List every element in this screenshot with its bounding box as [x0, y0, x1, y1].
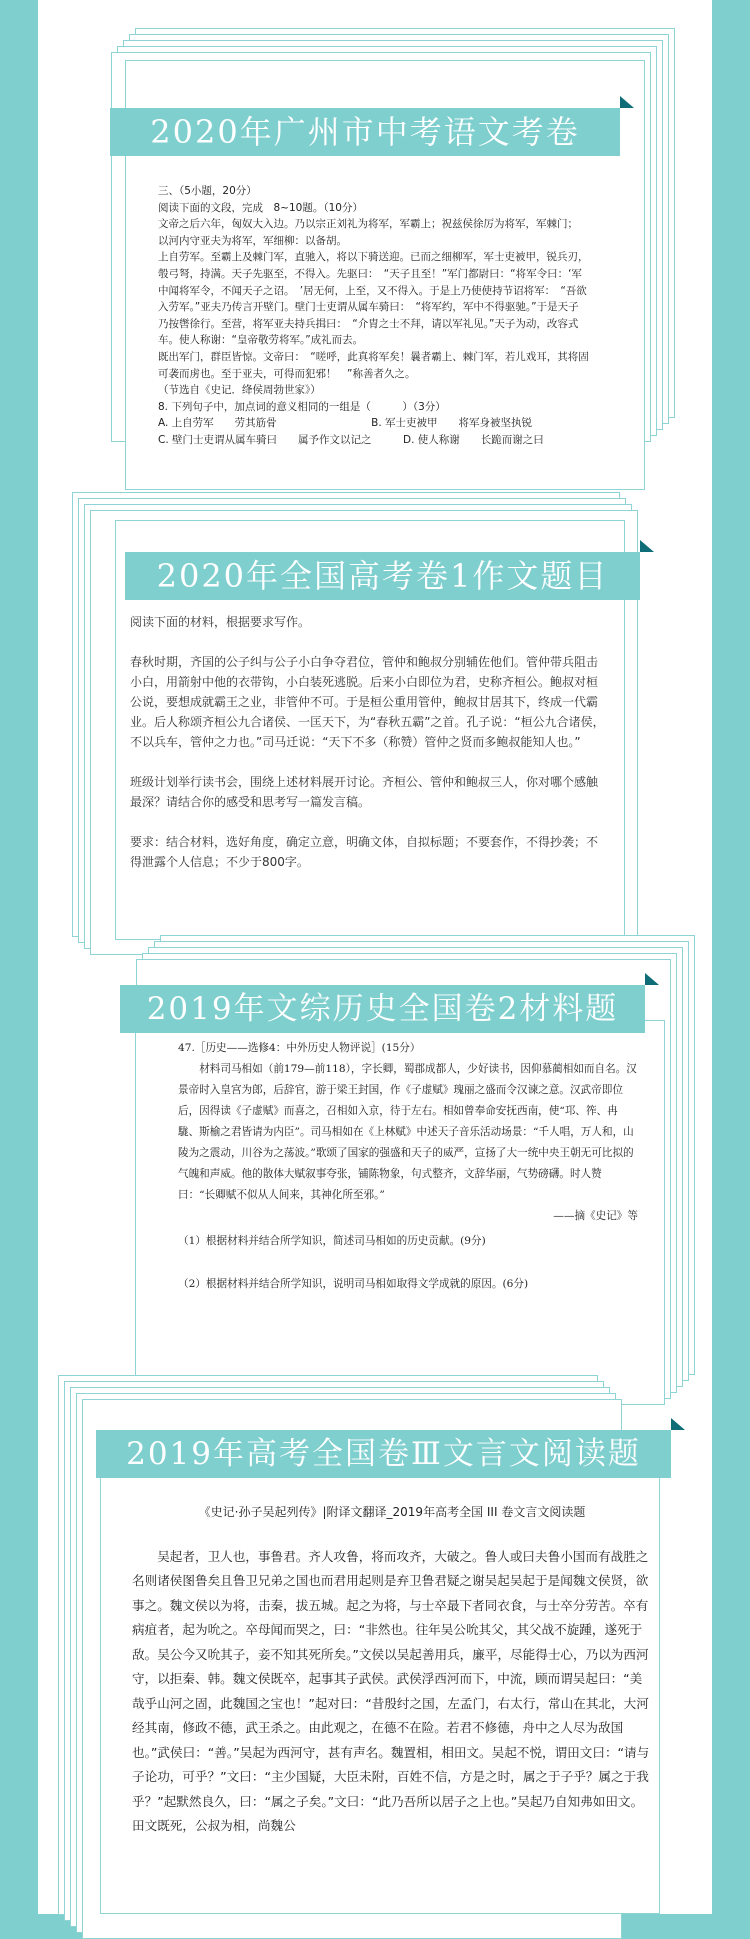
section-3-title	[120, 985, 645, 1033]
section-2-title-text: 2020年全国高考卷1作文题目	[156, 557, 609, 595]
section-2-text	[130, 612, 605, 872]
line: 车。使人称谢：“皇帝敬劳将军。”成礼而去。	[158, 334, 364, 347]
line: 8. 下列句子中，加点词的意义相同的一组是（ ）（3分）	[158, 400, 446, 413]
line: 入劳军。”亚夫乃传言开壁门。壁门士吏谓从属车骑曰： “将军约，军中不得驱驰。”于是天子	[158, 301, 579, 314]
line: 上自劳军。至霸上及棘门军，直驰入，将以下骑送迎。已而之细柳军，军士吏被甲，锐兵刃，	[158, 251, 589, 264]
line: 中闻将军令，不闻天子之诏。 ’居无何，上至，又不得入。于是上乃使使持节诏将军： “吾欲	[158, 284, 587, 297]
line: 可袭而虏也。至于亚夫，可得而犯邪！ ”称善者久之。	[158, 367, 416, 380]
paragraph: 春秋时期，齐国的公子纠与公子小白争夺君位，管仲和鲍叔分别辅佐他们。管仲带兵阻击小白，用箭射中他的衣带钩，小白装死逃脱。后来小白即位为君，史称齐桓公。鲍叔对桓公说，要想成就霸王之业，非管仲不可。于是桓公重用管仲，鲍叔甘居其下，终成一代霸业。后人称颂齐桓公九合诸侯、一匡天下，为“春秋五霸”之首。孔子说：“桓公九合诸侯，不以兵车，管仲之力也。”司马迁说：“天下不多（称赞）管仲之贤而多鲍叔能知人也。”	[130, 655, 605, 749]
paragraph: 班级计划举行读书会，围绕上述材料展开讨论。齐桓公、管仲和鲍叔三人，你对哪个感触最深？请结合你的感受和思考写一篇发言稿。	[130, 775, 599, 809]
article-body: 吴起者，卫人也，事鲁君。齐人攻鲁，将而攻齐，大破之。鲁人或曰夫鲁小国而有战胜之名则诸侯图鲁矣且鲁卫兄弟之国也而君用起则是弃卫鲁君疑之谢吴起吴起于是闻魏文侯贤，欲事之。魏文侯以为将，击秦，拔五城。起之为将，与士卒最下者同衣食，与士卒分劳苦。卒有病疽者，起为吮之。卒母闻而哭之，曰：“非然也。往年吴公吮其父，其父战不旋踵，遂死于敌。吴公今又吮其子，妾不知其死所矣。”文侯以吴起善用兵，廉平，尽能得士心，乃以为西河守，以拒秦、韩。魏文侯既卒，起事其子武侯。武侯浮西河而下，中流，顾而谓吴起曰：“美哉乎山河之固，此魏国之宝也！”起对曰：“昔殷纣之国，左孟门，右太行，常山在其北，大河经其南，修政不德，武王杀之。由此观之，在德不在险。若君不修德，舟中之人尽为敌国也。”武侯曰：“善。”吴起为西河守，甚有声名。魏置相，相田文。吴起不悦，谓田文曰：“请与子论功，可乎？”文曰：“主少国疑，大臣未附，百姓不信，方是之时，属之于子乎？属之于我乎？”起默然良久，曰：“属之子矣。”文曰：“此乃吾所以居子之上也。”吴起乃自知弗如田文。田文既死，公叔为相，尚魏公	[132, 1548, 650, 1833]
paragraph: 要求：结合材料，选好角度，确定立意，明确文体，自拟标题；不要套作，不得抄袭；不得泄露个人信息；不少于800字。	[130, 835, 599, 869]
line: 既出军门，群臣皆惊。文帝曰： “嗟呼，此真将军矣！曩者霸上、棘门军，若儿戏耳，其将固	[158, 350, 589, 363]
paragraph: 阅读下面的材料，根据要求写作。	[130, 615, 311, 629]
section-4-title-text: 2019年高考全国卷Ⅲ文言文阅读题	[126, 1436, 641, 1472]
line: 阅读下面的文段，完成 8~10题。（10分）	[158, 201, 363, 214]
article-heading: 《史记·孙子吴起列传》|附译文翻译_2019年高考全国 III 卷文言文阅读题	[198, 1505, 586, 1519]
sub-question-2: （2）根据材料并结合所学知识，说明司马相如取得文学成就的原因。(6分)	[178, 1278, 529, 1290]
line: （节选自《史记．绛侯周勃世家》）	[158, 384, 321, 397]
question-heading: 47.［历史——选修4：中外历史人物评说］(15分）	[178, 1042, 421, 1054]
section-3-title-text: 2019年文综历史全国卷2材料题	[146, 991, 619, 1027]
section-1-title	[110, 108, 620, 156]
section-4-title	[96, 1430, 671, 1478]
section-2-title	[125, 552, 640, 600]
line: 三、（5小题，20分）	[158, 185, 257, 197]
line: 以河内守亚夫为将军，军细柳：以备胡。	[158, 234, 347, 247]
source-citation: ——摘《史记》等	[553, 1210, 638, 1222]
line: C. 壁门士吏谓从属车骑曰 属予作文以记之 D. 使人称谢 长跪而谢之曰	[158, 433, 544, 446]
section-4-text	[132, 1500, 652, 1839]
sub-question-1: （1）根据材料并结合所学知识，简述司马相如的历史贡献。(9分)	[178, 1235, 486, 1247]
line: 彀弓弩，持满。天子先驱至，不得入。先驱曰： “天子且至！”军门都尉曰：“将军令曰：‘军	[158, 267, 582, 280]
section-1-title-text: 2020年广州市中考语文考卷	[150, 113, 580, 151]
line: 文帝之后六年，匈奴大入边。乃以宗正刘礼为将军，军霸上；祝兹侯徐厉为将军，军棘门；	[158, 218, 578, 231]
line: A. 上自劳军 劳其筋骨 B. 军士吏被甲 将军身被坚执锐	[158, 417, 533, 430]
material-paragraph: 材料司马相如（前179—前118），字长卿，蜀郡成都人，少好读书，因仰慕蔺相如而自名。汉景帝时入皇宫为郎，后辞官，游于梁王封国，作《子虚赋》瑰丽之盛而令汉谏之意。汉武帝即位后，因得读《子虚赋》而喜之，召相如入京，待于左右。相如曾奉命安抚西南，使“邛、筰、冉駹、斯榆之君皆请为内臣”。司马相如在《上林赋》中述天子音乐活动场景：“千人唱，万人和，山陵为之震动，川谷为之荡波。”歌颂了国家的强盛和天子的威严，宣扬了大一统中央王朝无可比拟的气魄和声威。他的散体大赋叙事夸张，铺陈物象，句式整齐，文辞华丽，气势磅礴。时人赞曰：“长卿赋不似从人间来，其神化所至邪。”	[178, 1063, 637, 1201]
section-1-question	[158, 183, 638, 449]
section-3-text	[178, 1038, 638, 1295]
line: 乃按辔徐行。至营，将军亚夫持兵揖曰： “介胄之士不拜，请以军礼见。”天子为动，改容式	[158, 317, 579, 330]
